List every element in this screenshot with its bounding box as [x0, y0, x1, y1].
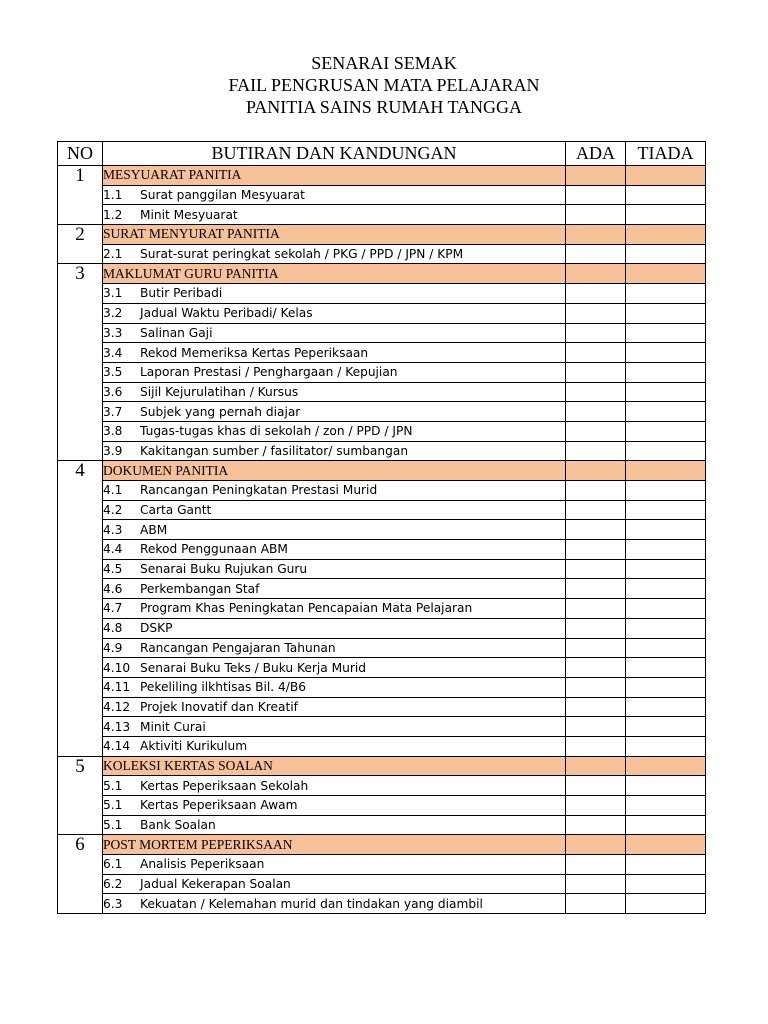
item-row [58, 815, 706, 835]
section-tiada-cell [626, 264, 706, 284]
item-cell [103, 323, 566, 343]
item-row [58, 894, 706, 914]
item-text: Jadual Kekerapan Soalan [140, 877, 291, 892]
section-row [58, 835, 706, 855]
item-cell [103, 736, 566, 756]
section-title: MESYUARAT PANITIA [103, 166, 566, 186]
tiada-checkbox-cell[interactable] [626, 599, 706, 619]
tiada-checkbox-cell[interactable] [626, 520, 706, 540]
tiada-checkbox-cell[interactable] [626, 323, 706, 343]
item-code: 1.1 [103, 188, 123, 203]
tiada-checkbox-cell[interactable] [626, 874, 706, 894]
ada-checkbox-cell[interactable] [566, 244, 626, 264]
ada-checkbox-cell[interactable] [566, 796, 626, 816]
tiada-checkbox-cell[interactable] [626, 205, 706, 225]
tiada-checkbox-cell[interactable] [626, 343, 706, 363]
item-code: 3.3 [103, 325, 123, 340]
ada-checkbox-cell[interactable] [566, 599, 626, 619]
section-row [58, 264, 706, 284]
tiada-checkbox-cell[interactable] [626, 815, 706, 835]
tiada-checkbox-cell[interactable] [626, 284, 706, 304]
item-row [58, 185, 706, 205]
heading-line-2: FAIL PENGRUSAN MATA PELAJARAN [228, 75, 540, 95]
item-cell [103, 284, 566, 304]
ada-checkbox-cell[interactable] [566, 362, 626, 382]
item-code: 3.7 [103, 404, 123, 419]
item-row [58, 638, 706, 658]
item-cell [103, 520, 566, 540]
tiada-checkbox-cell[interactable] [626, 402, 706, 422]
ada-checkbox-cell[interactable] [566, 481, 626, 501]
header-row [58, 142, 706, 166]
item-code: 5.1 [103, 778, 123, 793]
item-text: Carta Gantt [140, 503, 212, 518]
item-cell [103, 244, 566, 264]
tiada-checkbox-cell[interactable] [626, 796, 706, 816]
item-cell [103, 796, 566, 816]
item-cell [103, 185, 566, 205]
ada-checkbox-cell[interactable] [566, 677, 626, 697]
ada-checkbox-cell[interactable] [566, 323, 626, 343]
ada-checkbox-cell[interactable] [566, 343, 626, 363]
item-text: Rancangan Pengajaran Tahunan [140, 640, 336, 655]
item-cell [103, 559, 566, 579]
item-cell [103, 205, 566, 225]
tiada-checkbox-cell[interactable] [626, 638, 706, 658]
ada-checkbox-cell[interactable] [566, 855, 626, 875]
item-text: Rekod Penggunaan ABM [140, 542, 288, 557]
ada-checkbox-cell[interactable] [566, 520, 626, 540]
item-code: 3.9 [103, 443, 123, 458]
ada-checkbox-cell[interactable] [566, 559, 626, 579]
item-code: 3.2 [103, 306, 123, 321]
item-text: Kertas Peperiksaan Awam [140, 798, 298, 813]
ada-checkbox-cell[interactable] [566, 638, 626, 658]
item-cell [103, 894, 566, 914]
tiada-checkbox-cell[interactable] [626, 677, 706, 697]
item-row [58, 855, 706, 875]
item-code: 3.1 [103, 286, 123, 301]
item-row [58, 500, 706, 520]
section-number: 1 [58, 166, 103, 225]
ada-checkbox-cell[interactable] [566, 874, 626, 894]
item-code: 4.6 [103, 581, 123, 596]
item-row [58, 481, 706, 501]
item-row [58, 343, 706, 363]
section-title: SURAT MENYURAT PANITIA [103, 225, 566, 245]
item-code: 4.10 [103, 660, 131, 675]
item-cell [103, 382, 566, 402]
ada-checkbox-cell[interactable] [566, 658, 626, 678]
ada-checkbox-cell[interactable] [566, 205, 626, 225]
item-row [58, 284, 706, 304]
section-number: 5 [58, 756, 103, 835]
item-text: Senarai Buku Teks / Buku Kerja Murid [140, 660, 367, 675]
item-cell [103, 658, 566, 678]
header-item: BUTIRAN DAN KANDUNGAN [103, 142, 566, 166]
section-number: 6 [58, 835, 103, 914]
item-text: Analisis Peperiksaan [140, 857, 265, 872]
tiada-checkbox-cell[interactable] [626, 559, 706, 579]
tiada-checkbox-cell[interactable] [626, 244, 706, 264]
item-code: 1.2 [103, 207, 123, 222]
item-row [58, 579, 706, 599]
tiada-checkbox-cell[interactable] [626, 697, 706, 717]
item-row [58, 402, 706, 422]
item-code: 4.11 [103, 680, 131, 695]
tiada-checkbox-cell[interactable] [626, 500, 706, 520]
item-code: 3.6 [103, 384, 123, 399]
heading-line-3: PANITIA SAINS RUMAH TANGGA [245, 97, 523, 117]
item-cell [103, 855, 566, 875]
item-text: Minit Mesyuarat [140, 207, 238, 222]
item-text: Rancangan Peningkatan Prestasi Murid [140, 483, 378, 498]
tiada-checkbox-cell[interactable] [626, 855, 706, 875]
item-text: DSKP [140, 621, 173, 636]
item-text: Projek Inovatif dan Kreatif [140, 699, 298, 714]
item-text: Bank Soalan [140, 818, 216, 833]
item-code: 4.1 [103, 483, 123, 498]
item-text: Jadual Waktu Peribadi/ Kelas [140, 306, 313, 321]
section-row [58, 756, 706, 776]
tiada-checkbox-cell[interactable] [626, 618, 706, 638]
item-code: 4.7 [103, 601, 123, 616]
item-cell [103, 500, 566, 520]
item-code: 5.1 [103, 818, 123, 833]
item-code: 4.4 [103, 542, 123, 557]
header-ada: ADA [566, 142, 626, 166]
item-cell [103, 540, 566, 560]
tiada-checkbox-cell[interactable] [626, 303, 706, 323]
section-tiada-cell [626, 225, 706, 245]
ada-checkbox-cell[interactable] [566, 402, 626, 422]
section-number: 2 [58, 225, 103, 264]
item-row [58, 559, 706, 579]
section-ada-cell [566, 835, 626, 855]
tiada-checkbox-cell[interactable] [626, 776, 706, 796]
ada-checkbox-cell[interactable] [566, 284, 626, 304]
item-row [58, 382, 706, 402]
item-cell [103, 599, 566, 619]
item-row [58, 303, 706, 323]
item-code: 4.9 [103, 640, 123, 655]
ada-checkbox-cell[interactable] [566, 717, 626, 737]
item-text: Rekod Memeriksa Kertas Peperiksaan [140, 345, 369, 360]
ada-checkbox-cell[interactable] [566, 579, 626, 599]
ada-checkbox-cell[interactable] [566, 736, 626, 756]
checklist-body [58, 166, 706, 914]
item-code: 6.2 [103, 877, 123, 892]
item-code: 6.3 [103, 896, 123, 911]
item-code: 4.8 [103, 621, 123, 636]
item-cell [103, 481, 566, 501]
section-row [58, 166, 706, 186]
item-text: Sijil Kejurulatihan / Kursus [140, 384, 299, 399]
tiada-checkbox-cell[interactable] [626, 717, 706, 737]
ada-checkbox-cell[interactable] [566, 697, 626, 717]
item-cell [103, 362, 566, 382]
tiada-checkbox-cell[interactable] [626, 382, 706, 402]
ada-checkbox-cell[interactable] [566, 815, 626, 835]
tiada-checkbox-cell[interactable] [626, 362, 706, 382]
item-row [58, 697, 706, 717]
item-code: 2.1 [103, 247, 123, 262]
tiada-checkbox-cell[interactable] [626, 579, 706, 599]
item-cell [103, 303, 566, 323]
tiada-checkbox-cell[interactable] [626, 658, 706, 678]
ada-checkbox-cell[interactable] [566, 303, 626, 323]
item-cell [103, 717, 566, 737]
item-code: 4.13 [103, 719, 131, 734]
section-ada-cell [566, 225, 626, 245]
item-text: Kakitangan sumber / fasilitator/ sumbangan [140, 443, 409, 458]
item-text: Perkembangan Staf [140, 581, 260, 596]
item-cell [103, 402, 566, 422]
item-cell [103, 638, 566, 658]
item-row [58, 540, 706, 560]
header-no: NO [58, 142, 103, 166]
item-row [58, 362, 706, 382]
item-text: Pekeliling ilkhtisas Bil. 4/B6 [140, 680, 307, 695]
tiada-checkbox-cell[interactable] [626, 540, 706, 560]
item-text: Senarai Buku Rujukan Guru [140, 562, 308, 577]
item-cell [103, 874, 566, 894]
section-tiada-cell [626, 166, 706, 186]
item-row [58, 618, 706, 638]
item-row [58, 205, 706, 225]
ada-checkbox-cell[interactable] [566, 441, 626, 461]
item-code: 3.5 [103, 365, 123, 380]
item-row [58, 421, 706, 441]
item-code: 3.8 [103, 424, 123, 439]
item-cell [103, 677, 566, 697]
header-tiada: TIADA [626, 142, 706, 166]
section-tiada-cell [626, 461, 706, 481]
item-cell [103, 579, 566, 599]
item-row [58, 323, 706, 343]
heading-line-1: SENARAI SEMAK [311, 53, 457, 73]
item-row [58, 717, 706, 737]
item-code: 6.1 [103, 857, 123, 872]
item-code: 4.12 [103, 699, 131, 714]
tiada-checkbox-cell[interactable] [626, 185, 706, 205]
item-row [58, 520, 706, 540]
item-text: Subjek yang pernah diajar [140, 404, 301, 419]
item-code: 5.1 [103, 798, 123, 813]
item-text: Tugas-tugas khas di sekolah / zon / PPD / JPN [140, 424, 413, 439]
ada-checkbox-cell[interactable] [566, 185, 626, 205]
item-cell [103, 618, 566, 638]
section-title: KOLEKSI KERTAS SOALAN [103, 756, 566, 776]
item-row [58, 244, 706, 264]
item-text: Salinan Gaji [140, 325, 213, 340]
item-cell [103, 815, 566, 835]
item-code: 4.2 [103, 503, 123, 518]
section-ada-cell [566, 166, 626, 186]
ada-checkbox-cell[interactable] [566, 776, 626, 796]
item-row [58, 796, 706, 816]
section-title: DOKUMEN PANITIA [103, 461, 566, 481]
item-row [58, 874, 706, 894]
section-ada-cell [566, 264, 626, 284]
ada-checkbox-cell[interactable] [566, 382, 626, 402]
item-code: 4.3 [103, 522, 123, 537]
item-row [58, 599, 706, 619]
item-cell [103, 776, 566, 796]
item-cell [103, 421, 566, 441]
item-text: Kertas Peperiksaan Sekolah [140, 778, 309, 793]
ada-checkbox-cell[interactable] [566, 894, 626, 914]
item-text: Program Khas Peningkatan Pencapaian Mata Pelajaran [140, 601, 473, 616]
item-row [58, 677, 706, 697]
item-text: Surat-surat peringkat sekolah / PKG / PPD / JPN / KPM [140, 247, 464, 262]
item-text: Butir Peribadi [140, 286, 223, 301]
item-code: 3.4 [103, 345, 123, 360]
item-row [58, 776, 706, 796]
item-text: Kekuatan / Kelemahan murid dan tindakan yang diambil [140, 896, 483, 911]
item-text: Surat panggilan Mesyuarat [140, 188, 305, 203]
item-row [58, 736, 706, 756]
tiada-checkbox-cell[interactable] [626, 481, 706, 501]
item-text: Laporan Prestasi / Penghargaan / Kepujian [140, 365, 398, 380]
section-number: 4 [58, 461, 103, 756]
tiada-checkbox-cell[interactable] [626, 894, 706, 914]
ada-checkbox-cell[interactable] [566, 618, 626, 638]
section-ada-cell [566, 461, 626, 481]
ada-checkbox-cell[interactable] [566, 500, 626, 520]
section-row [58, 225, 706, 245]
section-tiada-cell [626, 835, 706, 855]
section-ada-cell [566, 756, 626, 776]
section-tiada-cell [626, 756, 706, 776]
item-text: ABM [140, 522, 168, 537]
tiada-checkbox-cell[interactable] [626, 441, 706, 461]
tiada-checkbox-cell[interactable] [626, 421, 706, 441]
tiada-checkbox-cell[interactable] [626, 736, 706, 756]
section-title: POST MORTEM PEPERIKSAAN [103, 835, 566, 855]
checklist-table [57, 141, 706, 914]
document-heading [0, 52, 768, 118]
ada-checkbox-cell[interactable] [566, 540, 626, 560]
ada-checkbox-cell[interactable] [566, 421, 626, 441]
section-number: 3 [58, 264, 103, 461]
item-text: Aktiviti Kurikulum [140, 739, 248, 754]
item-cell [103, 343, 566, 363]
item-row [58, 441, 706, 461]
item-row [58, 658, 706, 678]
item-text: Minit Curai [140, 719, 206, 734]
item-cell [103, 441, 566, 461]
item-code: 4.14 [103, 739, 131, 754]
section-title: MAKLUMAT GURU PANITIA [103, 264, 566, 284]
section-row [58, 461, 706, 481]
item-cell [103, 697, 566, 717]
item-code: 4.5 [103, 562, 123, 577]
